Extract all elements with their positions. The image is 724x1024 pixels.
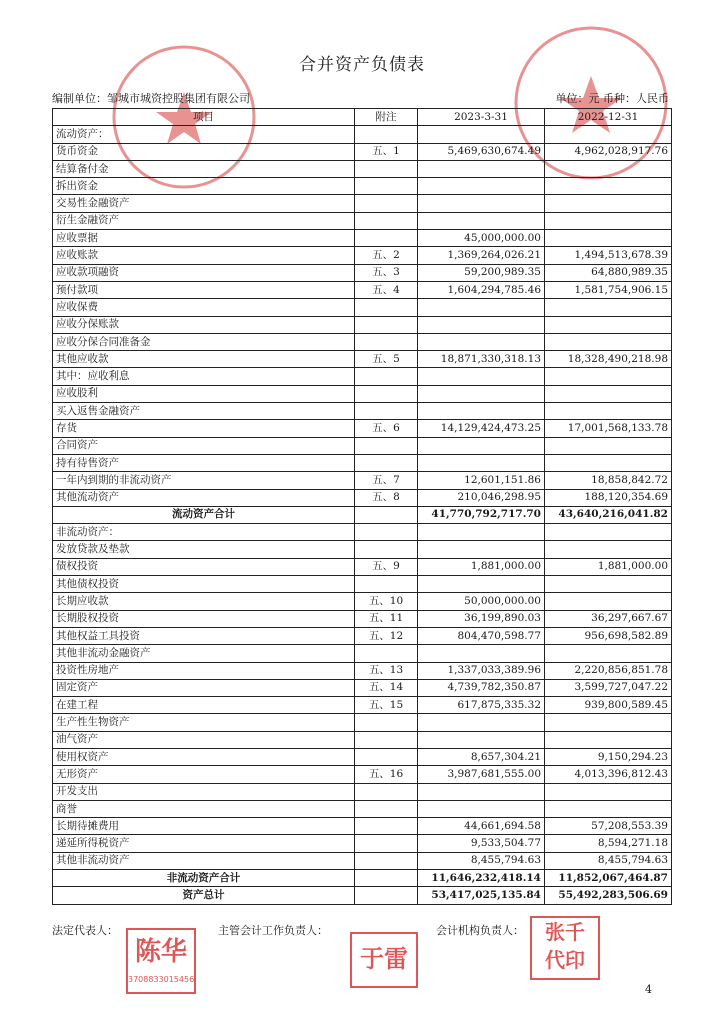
table-row (53, 195, 672, 212)
row-note: 五、16 (355, 766, 418, 783)
row-label: 递延所得税资产 (53, 835, 355, 852)
row-label: 其他权益工具投资 (53, 627, 355, 644)
table-header-row (53, 109, 672, 126)
row-value-current (418, 731, 545, 748)
row-value-prior: 1,881,000.00 (545, 558, 672, 575)
row-label: 拆出资金 (53, 178, 355, 195)
row-value-prior: 956,698,582.89 (545, 627, 672, 644)
row-value-current (418, 178, 545, 195)
table-row (53, 385, 672, 402)
currency-unit: 单位：元 币种：人民币 (555, 92, 669, 105)
table-row (53, 230, 672, 247)
row-value-prior: 55,492,283,506.69 (545, 887, 672, 904)
row-note: 五、13 (355, 662, 418, 679)
row-note (355, 178, 418, 195)
table-row (53, 818, 672, 835)
row-value-current (418, 403, 545, 420)
row-note (355, 230, 418, 247)
row-note (355, 316, 418, 333)
row-value-current: 5,469,630,674.49 (418, 143, 545, 160)
table-row (53, 662, 672, 679)
accounting-head-stamp (350, 932, 418, 988)
row-value-current: 41,770,792,717.70 (418, 506, 545, 523)
row-value-prior (545, 731, 672, 748)
row-value-current: 3,987,681,555.00 (418, 766, 545, 783)
row-value-prior (545, 403, 672, 420)
reporting-entity: 编制单位：邹城市城资控股集团有限公司 (52, 92, 250, 105)
header-note: 附注 (355, 109, 418, 126)
row-label: 长期股权投资 (53, 610, 355, 627)
row-value-current: 12,601,151.86 (418, 472, 545, 489)
row-value-current (418, 541, 545, 558)
row-value-current (418, 160, 545, 177)
row-label: 其他流动资产 (53, 489, 355, 506)
table-row (53, 454, 672, 471)
row-label: 商誉 (53, 800, 355, 817)
row-label: 货币资金 (53, 143, 355, 160)
row-label: 固定资产 (53, 679, 355, 696)
row-value-current: 1,604,294,785.46 (418, 281, 545, 298)
table-row (53, 368, 672, 385)
row-note (355, 506, 418, 523)
row-value-current: 4,739,782,350.87 (418, 679, 545, 696)
table-row (53, 610, 672, 627)
row-label: 无形资产 (53, 766, 355, 783)
table-row (53, 576, 672, 593)
row-note: 五、12 (355, 627, 418, 644)
row-value-current: 59,200,989.35 (418, 264, 545, 281)
row-note: 五、9 (355, 558, 418, 575)
table-row (53, 679, 672, 696)
row-value-current (418, 316, 545, 333)
table-row (53, 351, 672, 368)
row-label: 资产总计 (53, 887, 355, 904)
table-row (53, 160, 672, 177)
row-label: 油气资产 (53, 731, 355, 748)
row-value-prior (545, 126, 672, 143)
table-row (53, 697, 672, 714)
row-label: 应收账款 (53, 247, 355, 264)
table-row (53, 731, 672, 748)
row-value-current: 14,129,424,473.25 (418, 420, 545, 437)
legal-rep-label: 法定代表人： (52, 924, 118, 937)
row-label: 发放贷款及垫款 (53, 541, 355, 558)
row-value-current (418, 437, 545, 454)
row-value-current: 8,657,304.21 (418, 748, 545, 765)
row-note (355, 368, 418, 385)
row-value-current (418, 800, 545, 817)
table-row (53, 506, 672, 523)
table-row (53, 489, 672, 506)
row-value-prior (545, 230, 672, 247)
row-note (355, 731, 418, 748)
row-note (355, 403, 418, 420)
row-value-prior: 43,640,216,041.82 (545, 506, 672, 523)
row-value-current (418, 454, 545, 471)
row-value-current: 36,199,890.03 (418, 610, 545, 627)
table-row (53, 748, 672, 765)
row-note: 五、15 (355, 697, 418, 714)
row-label: 交易性金融资产 (53, 195, 355, 212)
row-value-current: 45,000,000.00 (418, 230, 545, 247)
row-value-prior: 36,297,667.67 (545, 610, 672, 627)
row-label: 应收分保合同准备金 (53, 333, 355, 350)
row-value-current (418, 368, 545, 385)
row-note (355, 385, 418, 402)
row-value-prior (545, 714, 672, 731)
table-row (53, 766, 672, 783)
row-value-prior: 18,328,490,218.98 (545, 351, 672, 368)
row-value-prior (545, 524, 672, 541)
row-value-current: 53,417,025,135.84 (418, 887, 545, 904)
row-value-prior (545, 299, 672, 316)
header-date-current: 2023-3-31 (418, 109, 545, 126)
row-note (355, 524, 418, 541)
row-value-current: 11,646,232,418.14 (418, 870, 545, 887)
row-label: 买入返售金融资产 (53, 403, 355, 420)
row-note (355, 835, 418, 852)
row-label: 流动资产合计 (53, 506, 355, 523)
table-row (53, 212, 672, 229)
table-row (53, 420, 672, 437)
accounting-dept-stamp-name: 张千 代印 (545, 920, 585, 972)
row-label: 其中：应收利息 (53, 368, 355, 385)
row-value-prior: 3,599,727,047.22 (545, 679, 672, 696)
row-value-prior (545, 576, 672, 593)
row-note: 五、4 (355, 281, 418, 298)
page-title: 合并资产负债表 (299, 55, 425, 75)
row-value-prior: 18,858,842.72 (545, 472, 672, 489)
row-value-current (418, 645, 545, 662)
page-number: 4 (645, 983, 652, 996)
row-value-prior (545, 800, 672, 817)
accounting-head-label: 主管会计工作负责人： (218, 924, 328, 937)
row-label: 投资性房地产 (53, 662, 355, 679)
table-row (53, 178, 672, 195)
row-value-current (418, 333, 545, 350)
accounting-dept-stamp (530, 916, 600, 980)
table-row (53, 524, 672, 541)
row-label: 应收分保账款 (53, 316, 355, 333)
row-value-current: 8,455,794.63 (418, 852, 545, 869)
table-row (53, 472, 672, 489)
row-value-prior: 9,150,294.23 (545, 748, 672, 765)
row-label: 长期待摊费用 (53, 818, 355, 835)
table-row (53, 281, 672, 298)
row-label: 应收保费 (53, 299, 355, 316)
row-label: 其他非流动资产 (53, 852, 355, 869)
row-value-prior (545, 437, 672, 454)
row-value-current (418, 714, 545, 731)
row-value-prior: 188,120,354.69 (545, 489, 672, 506)
row-note (355, 852, 418, 869)
table-row (53, 247, 672, 264)
table-row (53, 593, 672, 610)
row-label: 长期应收款 (53, 593, 355, 610)
table-row (53, 870, 672, 887)
legal-rep-stamp (126, 928, 196, 994)
row-value-current (418, 195, 545, 212)
row-note (355, 454, 418, 471)
accounting-dept-label: 会计机构负责人： (436, 924, 524, 937)
row-value-prior (545, 783, 672, 800)
row-label: 生产性生物资产 (53, 714, 355, 731)
row-value-current: 804,470,598.77 (418, 627, 545, 644)
table-body (53, 126, 672, 904)
row-value-current (418, 524, 545, 541)
row-value-current (418, 783, 545, 800)
table-row (53, 541, 672, 558)
row-value-current: 18,871,330,318.13 (418, 351, 545, 368)
row-label: 持有待售资产 (53, 454, 355, 471)
row-value-prior (545, 541, 672, 558)
row-value-prior: 57,208,553.39 (545, 818, 672, 835)
row-note (355, 800, 418, 817)
row-value-prior (545, 195, 672, 212)
row-value-prior: 17,001,568,133.78 (545, 420, 672, 437)
row-label: 开发支出 (53, 783, 355, 800)
row-value-prior (545, 645, 672, 662)
row-note: 五、14 (355, 679, 418, 696)
header-date-prior: 2022-12-31 (545, 109, 672, 126)
row-value-prior (545, 333, 672, 350)
row-value-current: 44,661,694.58 (418, 818, 545, 835)
row-note (355, 818, 418, 835)
row-note (355, 748, 418, 765)
legal-rep-stamp-name: 陈华 (134, 937, 187, 967)
table-row (53, 835, 672, 852)
accounting-head-stamp-name: 于雷 (360, 945, 408, 973)
row-value-prior: 64,880,989.35 (545, 264, 672, 281)
row-value-prior: 11,852,067,464.87 (545, 870, 672, 887)
row-value-prior: 1,581,754,906.15 (545, 281, 672, 298)
row-label: 衍生金融资产 (53, 212, 355, 229)
table-row (53, 299, 672, 316)
row-note: 五、11 (355, 610, 418, 627)
row-note: 五、2 (355, 247, 418, 264)
legal-rep-stamp-code: 3708833015456 (128, 975, 195, 984)
table-row (53, 887, 672, 904)
table-row (53, 264, 672, 281)
row-value-current (418, 299, 545, 316)
row-label: 债权投资 (53, 558, 355, 575)
row-label: 其他非流动金融资产 (53, 645, 355, 662)
row-value-current (418, 576, 545, 593)
row-value-prior (545, 454, 672, 471)
row-value-current: 50,000,000.00 (418, 593, 545, 610)
row-value-current (418, 126, 545, 143)
row-value-prior (545, 160, 672, 177)
row-label: 应收股利 (53, 385, 355, 402)
row-label: 一年内到期的非流动资产 (53, 472, 355, 489)
row-note (355, 333, 418, 350)
table-row (53, 783, 672, 800)
row-note: 五、5 (355, 351, 418, 368)
row-value-prior (545, 385, 672, 402)
row-label: 结算备付金 (53, 160, 355, 177)
row-note (355, 783, 418, 800)
row-value-current: 1,881,000.00 (418, 558, 545, 575)
table-row (53, 126, 672, 143)
row-value-current: 1,337,033,389.96 (418, 662, 545, 679)
row-note (355, 870, 418, 887)
table-row (53, 645, 672, 662)
row-label: 使用权资产 (53, 748, 355, 765)
row-note: 五、8 (355, 489, 418, 506)
table-row (53, 403, 672, 420)
row-note (355, 195, 418, 212)
table-row (53, 714, 672, 731)
row-value-current: 617,875,335.32 (418, 697, 545, 714)
row-value-prior (545, 593, 672, 610)
header-item: 项目 (53, 109, 355, 126)
table-row (53, 143, 672, 160)
row-label: 应收票据 (53, 230, 355, 247)
row-value-current: 9,533,504.77 (418, 835, 545, 852)
row-value-prior: 2,220,856,851.78 (545, 662, 672, 679)
row-label: 其他应收款 (53, 351, 355, 368)
row-note (355, 160, 418, 177)
row-value-prior: 8,594,271.18 (545, 835, 672, 852)
row-label: 存货 (53, 420, 355, 437)
row-value-prior: 939,800,589.45 (545, 697, 672, 714)
table-row (53, 627, 672, 644)
row-note (355, 645, 418, 662)
table-row (53, 558, 672, 575)
table-row (53, 316, 672, 333)
row-label: 合同资产 (53, 437, 355, 454)
row-value-prior: 4,962,028,917.76 (545, 143, 672, 160)
row-note (355, 126, 418, 143)
balance-sheet-table (52, 108, 672, 905)
table-row (53, 800, 672, 817)
row-label: 非流动资产合计 (53, 870, 355, 887)
row-note (355, 299, 418, 316)
row-value-current (418, 385, 545, 402)
row-note: 五、6 (355, 420, 418, 437)
row-note: 五、7 (355, 472, 418, 489)
row-note: 五、1 (355, 143, 418, 160)
row-note: 五、10 (355, 593, 418, 610)
row-label: 在建工程 (53, 697, 355, 714)
row-label: 应收款项融资 (53, 264, 355, 281)
row-note: 五、3 (355, 264, 418, 281)
row-value-prior: 1,494,513,678.39 (545, 247, 672, 264)
row-note (355, 541, 418, 558)
row-label: 非流动资产： (53, 524, 355, 541)
row-label: 流动资产： (53, 126, 355, 143)
row-note (355, 437, 418, 454)
row-value-prior: 8,455,794.63 (545, 852, 672, 869)
row-value-prior (545, 316, 672, 333)
table-row (53, 333, 672, 350)
row-note (355, 887, 418, 904)
row-note (355, 576, 418, 593)
row-value-prior (545, 178, 672, 195)
row-value-prior (545, 212, 672, 229)
row-value-current (418, 212, 545, 229)
row-value-prior (545, 368, 672, 385)
row-value-current: 210,046,298.95 (418, 489, 545, 506)
table-row (53, 852, 672, 869)
row-value-current: 1,369,264,026.21 (418, 247, 545, 264)
table-row (53, 437, 672, 454)
row-note (355, 714, 418, 731)
row-value-prior: 4,013,396,812.43 (545, 766, 672, 783)
row-label: 预付款项 (53, 281, 355, 298)
row-note (355, 212, 418, 229)
row-label: 其他债权投资 (53, 576, 355, 593)
